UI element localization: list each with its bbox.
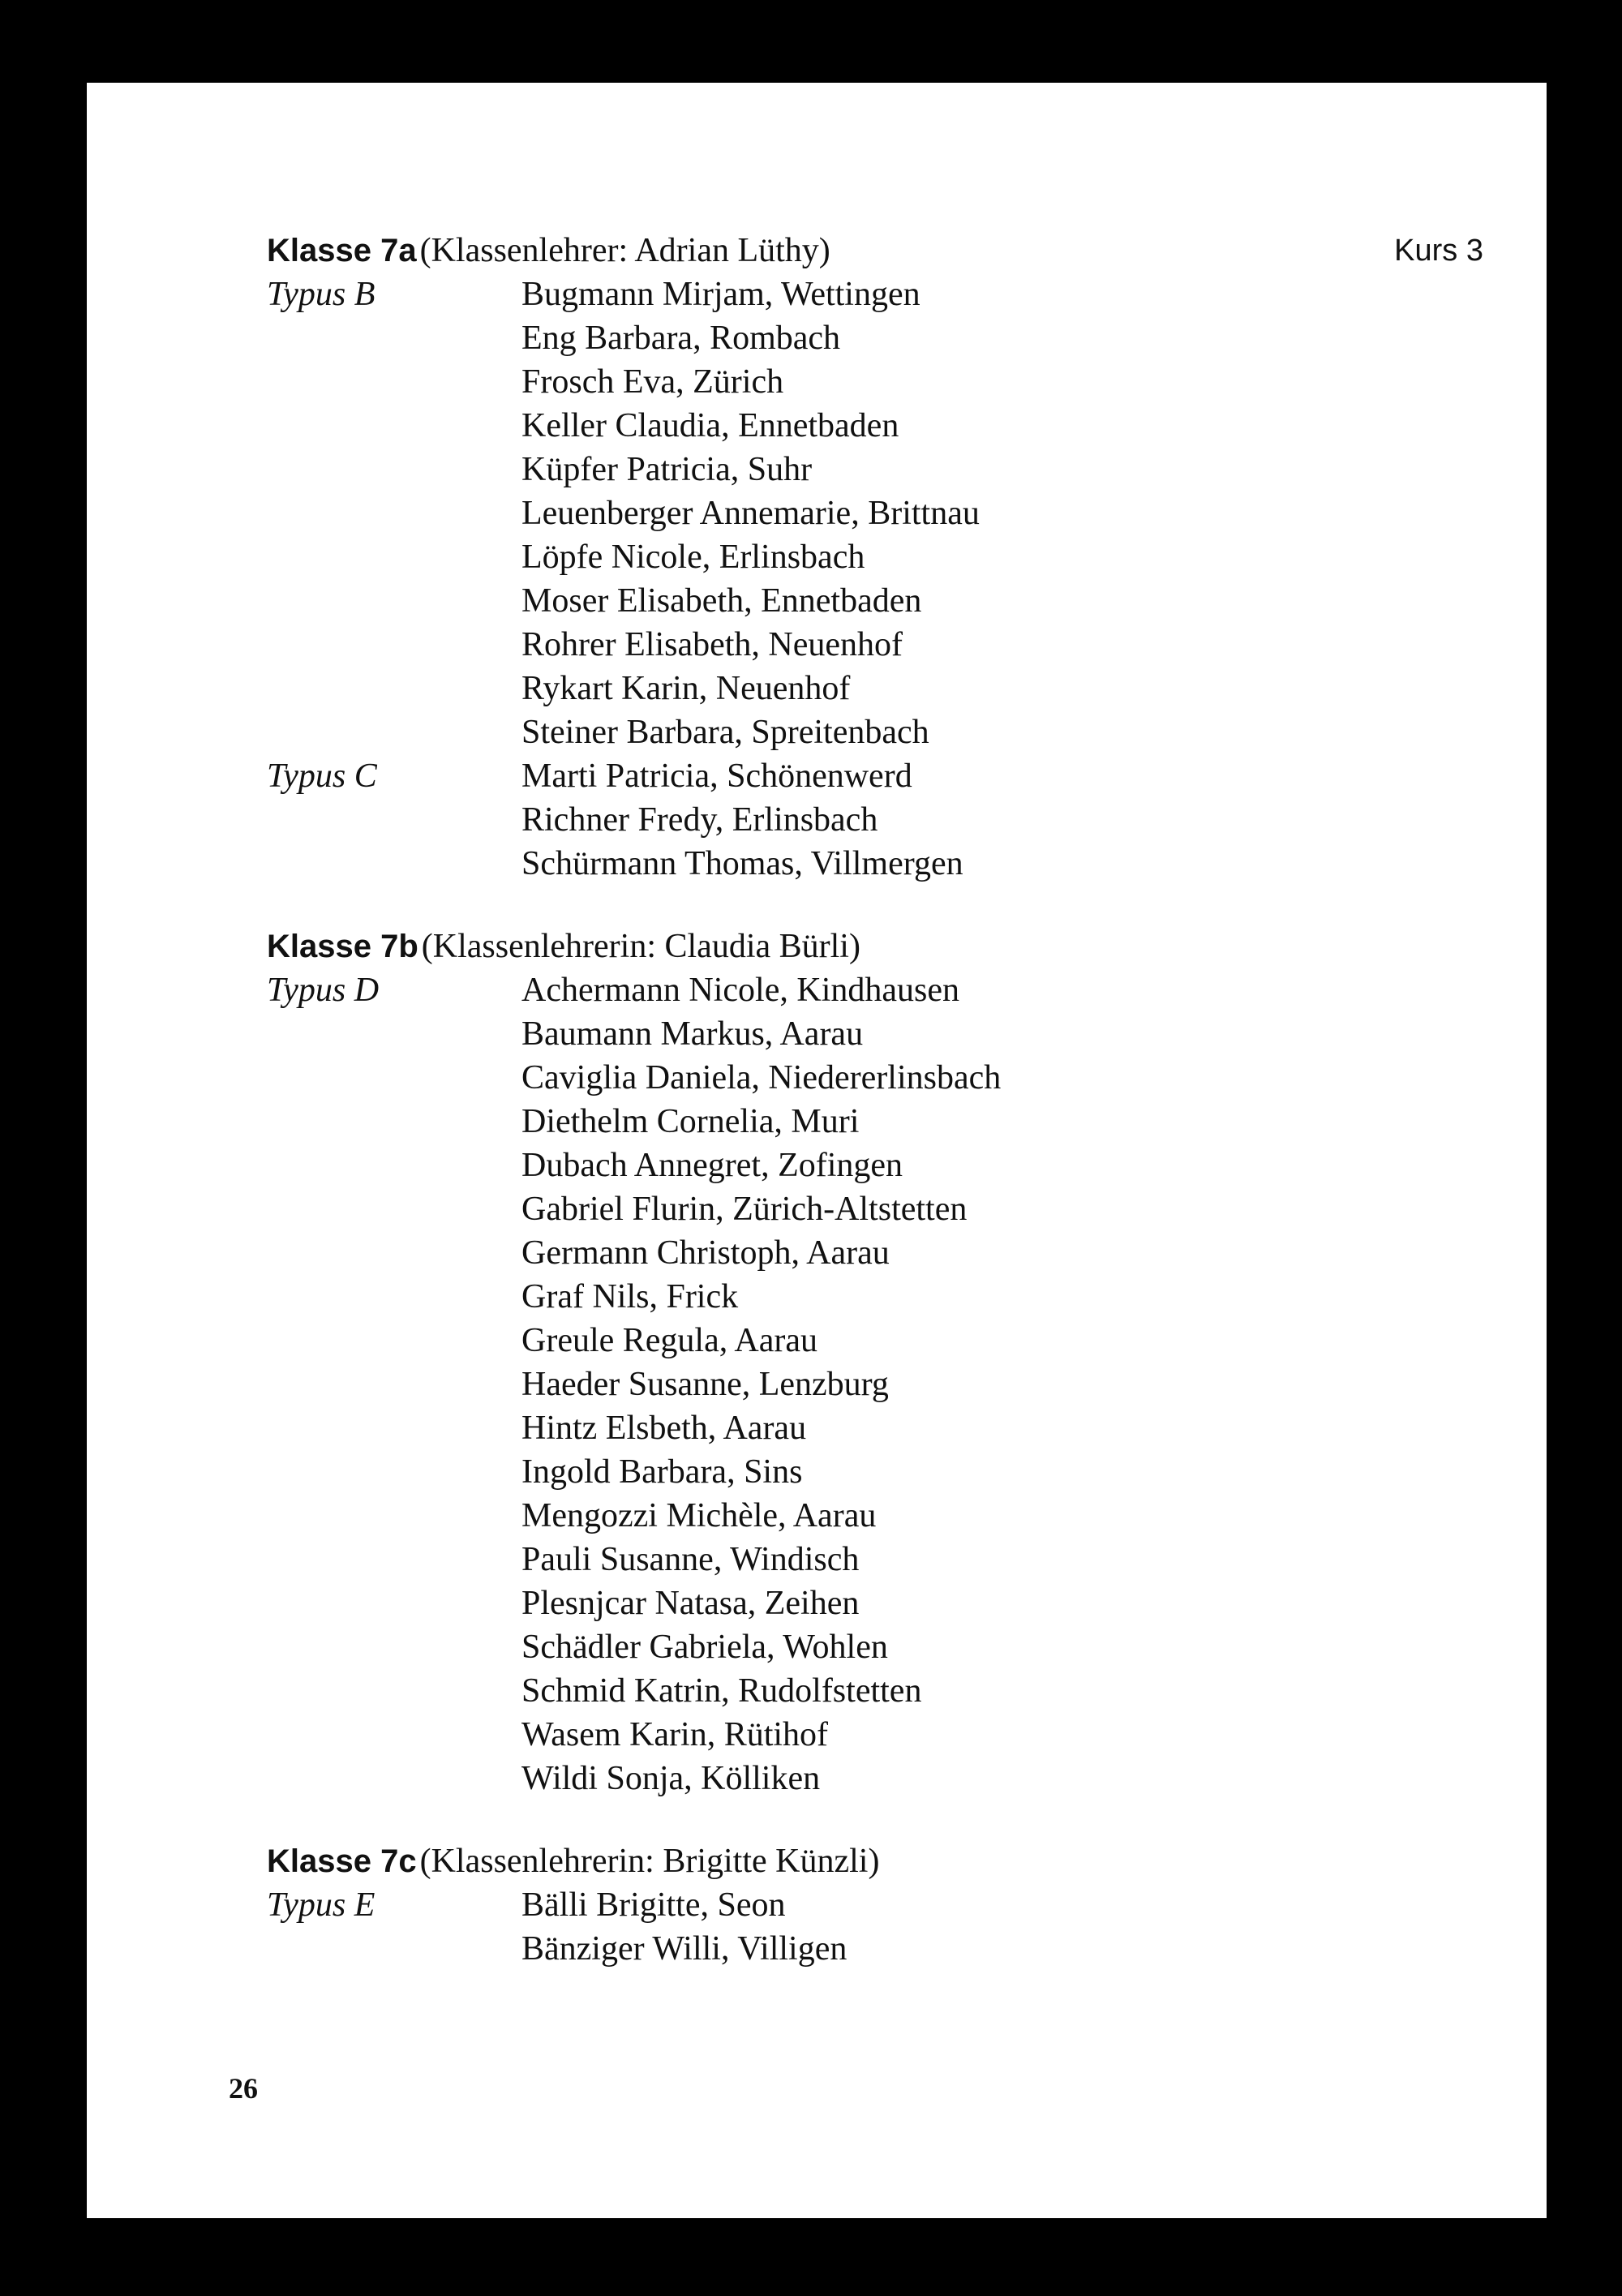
student-entry: Schädler Gabriela, Wohlen <box>521 1629 888 1666</box>
student-entry: Germann Christoph, Aarau <box>521 1234 890 1272</box>
document-page <box>87 83 1547 2218</box>
student-entry: Graf Nils, Frick <box>521 1278 739 1315</box>
student-entry: Hintz Elsbeth, Aarau <box>521 1410 807 1447</box>
page-number: 26 <box>229 2072 258 2105</box>
student-list <box>521 968 1001 1800</box>
student-entry: Pauli Susanne, Windisch <box>521 1541 860 1578</box>
student-entry: Moser Elisabeth, Ennetbaden <box>521 582 922 620</box>
student-entry: Frosch Eva, Zürich <box>521 363 784 401</box>
typus-group <box>267 968 1483 1800</box>
class-list <box>267 229 1483 2010</box>
student-list <box>521 754 963 886</box>
student-list <box>521 1883 847 1971</box>
student-entry: Eng Barbara, Rombach <box>521 320 841 357</box>
typus-label: Typus B <box>267 276 375 313</box>
typus-group <box>267 273 1483 754</box>
student-entry: Achermann Nicole, Kindhausen <box>521 972 959 1009</box>
student-entry: Mengozzi Michèle, Aarau <box>521 1497 877 1534</box>
student-entry: Dubach Annegret, Zofingen <box>521 1147 903 1184</box>
student-entry: Wasem Karin, Rütihof <box>521 1716 829 1753</box>
student-entry: Ingold Barbara, Sins <box>521 1453 803 1491</box>
student-entry: Baumann Markus, Aarau <box>521 1015 864 1053</box>
student-entry: Wildi Sonja, Kölliken <box>521 1760 821 1797</box>
class-section <box>267 229 1483 886</box>
student-entry: Diethelm Cornelia, Muri <box>521 1103 860 1140</box>
student-entry: Steiner Barbara, Spreitenbach <box>521 714 929 751</box>
class-heading <box>267 925 1483 968</box>
student-entry: Richner Fredy, Erlinsbach <box>521 801 878 839</box>
student-entry: Haeder Susanne, Lenzburg <box>521 1366 889 1403</box>
course-label: Kurs 3 <box>1394 234 1483 268</box>
class-teacher: (Klassenlehrerin: Claudia Bürli) <box>421 928 860 965</box>
student-entry: Plesnjcar Natasa, Zeihen <box>521 1585 860 1622</box>
class-name: Klasse 7c <box>267 1843 417 1879</box>
student-entry: Löpfe Nicole, Erlinsbach <box>521 539 865 576</box>
student-entry: Keller Claudia, Ennetbaden <box>521 407 899 444</box>
student-entry: Gabriel Flurin, Zürich-Altstetten <box>521 1191 968 1228</box>
class-teacher: (Klassenlehrerin: Brigitte Künzli) <box>419 1843 880 1880</box>
student-entry: Schürmann Thomas, Villmergen <box>521 845 963 882</box>
student-entry: Schmid Katrin, Rudolfstetten <box>521 1672 922 1710</box>
student-entry: Leuenberger Annemarie, Brittnau <box>521 495 980 532</box>
typus-group <box>267 1883 1483 1971</box>
student-entry: Küpfer Patricia, Suhr <box>521 451 813 488</box>
student-entry: Greule Regula, Aarau <box>521 1322 818 1359</box>
student-entry: Bugmann Mirjam, Wettingen <box>521 276 920 313</box>
class-teacher: (Klassenlehrer: Adrian Lüthy) <box>419 232 830 269</box>
class-heading <box>267 1839 1483 1883</box>
student-entry: Caviglia Daniela, Niedererlinsbach <box>521 1059 1002 1097</box>
class-section <box>267 1839 1483 1971</box>
student-entry: Rohrer Elisabeth, Neuenhof <box>521 626 903 663</box>
class-section <box>267 925 1483 1800</box>
student-entry: Bänziger Willi, Villigen <box>521 1930 847 1968</box>
student-entry: Rykart Karin, Neuenhof <box>521 670 851 707</box>
student-entry: Marti Patricia, Schönenwerd <box>521 757 912 795</box>
class-heading <box>267 229 1483 273</box>
student-list <box>521 273 980 754</box>
typus-label: Typus C <box>267 757 377 795</box>
student-entry: Bälli Brigitte, Seon <box>521 1886 786 1924</box>
class-name: Klasse 7a <box>267 233 417 268</box>
typus-label: Typus E <box>267 1886 375 1924</box>
typus-label: Typus D <box>267 972 380 1009</box>
typus-group <box>267 754 1483 886</box>
class-name: Klasse 7b <box>267 929 418 964</box>
